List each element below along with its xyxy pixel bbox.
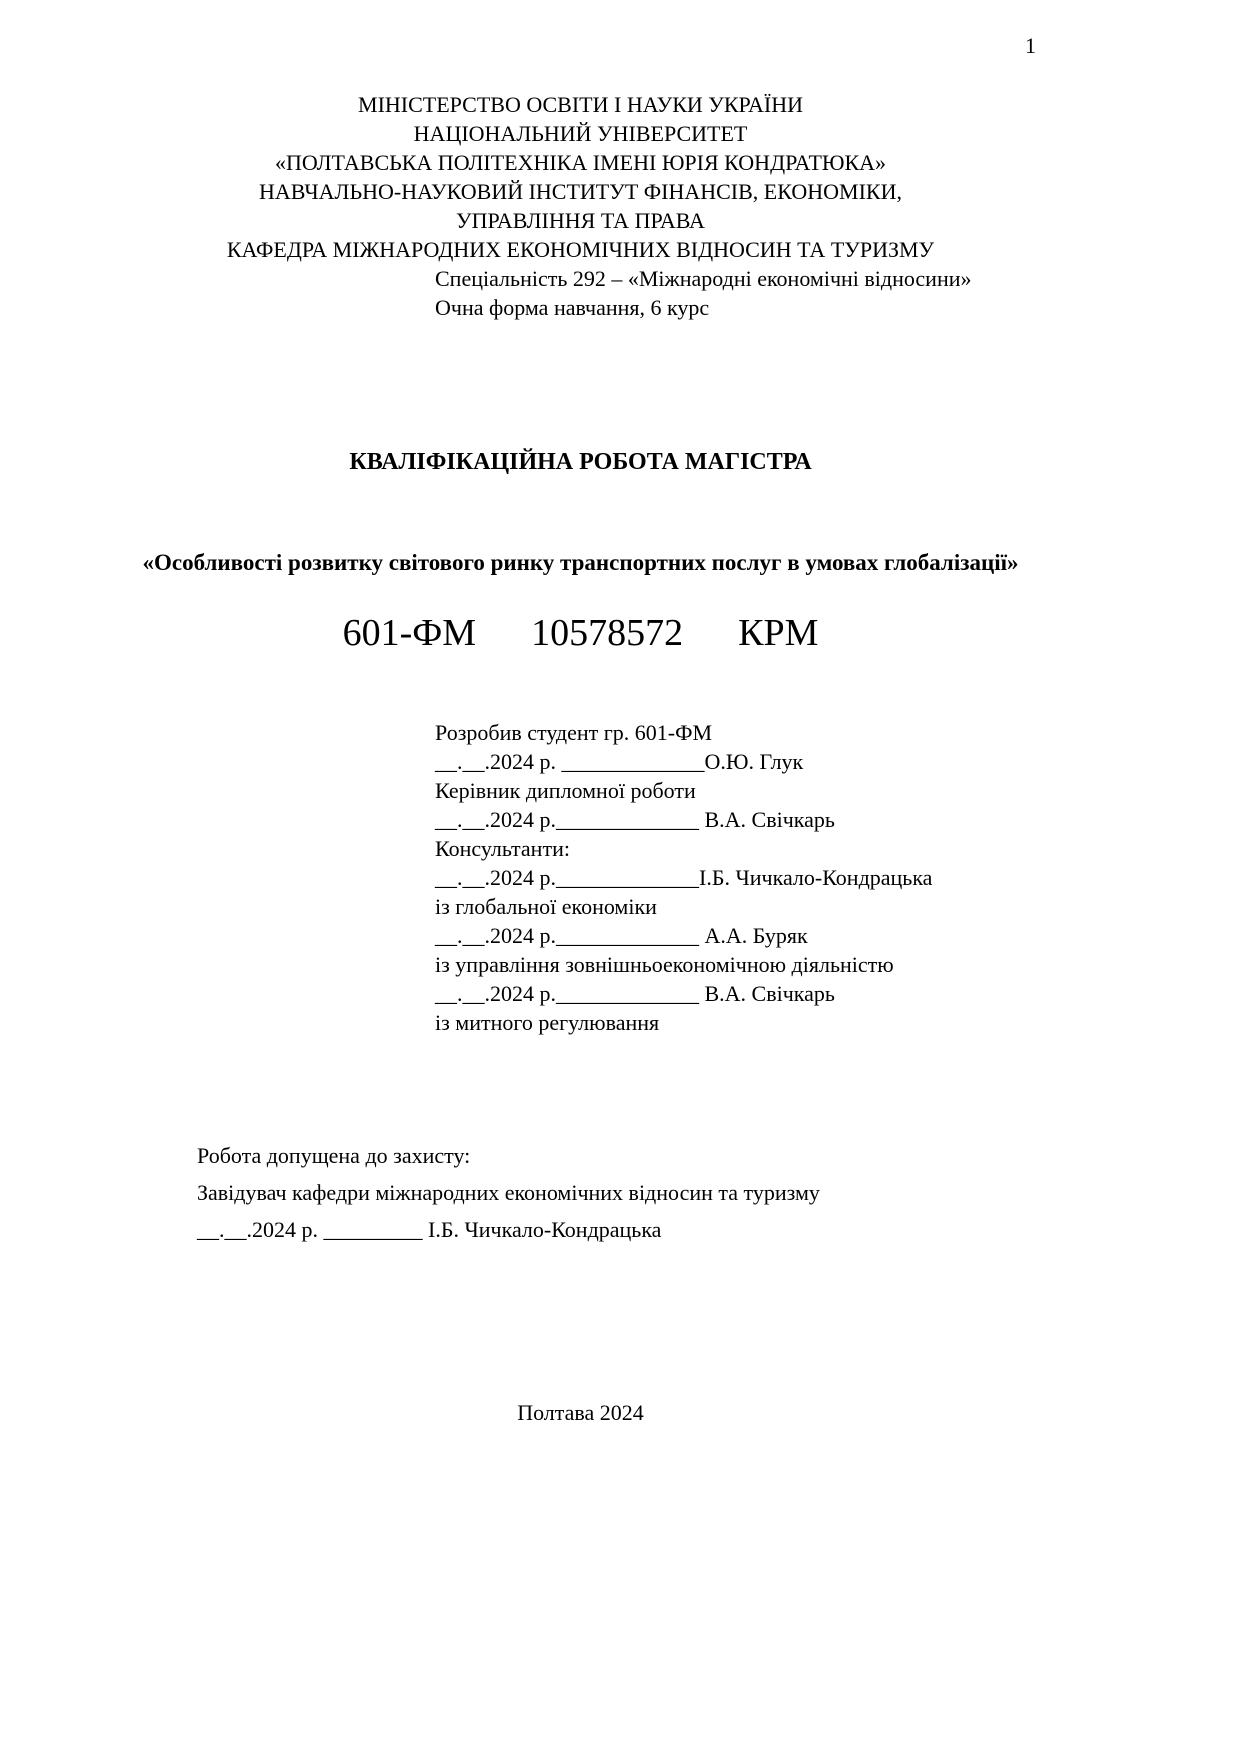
signature-line-developer: Розробив студент гр. 601-ФМ	[435, 720, 713, 745]
signature-line-consultant3-sign: __.__.2024 р._____________ В.А. Свічкарь	[435, 981, 835, 1006]
admission-sign-line: __.__.2024 р. _________ І.Б. Чичкало-Кондрацька	[197, 1217, 662, 1242]
specialty-line: Спеціальність 292 – «Міжнародні економічні відносини»	[435, 266, 972, 291]
topic-title: «Особливості розвитку світового ринку транспортних послуг в умовах глобалізації»	[142, 550, 1019, 575]
university-line: НАЦІОНАЛЬНИЙ УНІВЕРСИТЕТ	[413, 121, 748, 146]
university-name-line: «ПОЛТАВСЬКА ПОЛІТЕХНІКА ІМЕНІ ЮРІЯ КОНДРАТЮКА»	[274, 150, 887, 175]
document-header	[125, 90, 1036, 322]
admission-head-line: Завідувач кафедри міжнародних економічних відносин та туризму	[197, 1180, 820, 1205]
work-type-code: КРМ	[738, 612, 819, 654]
admission-title-line: Робота допущена до захисту:	[197, 1143, 471, 1168]
signature-line-consultant1-sign: __.__.2024 р._____________І.Б. Чичкало-Кондрацька	[435, 865, 933, 890]
page-number: 1	[1025, 33, 1036, 58]
department-line: КАФЕДРА МІЖНАРОДНИХ ЕКОНОМІЧНИХ ВІДНОСИН ТА ТУРИЗМУ	[226, 237, 935, 262]
work-number: 10578572	[531, 612, 684, 654]
admission-block	[125, 1137, 1036, 1248]
signature-line-consultant2-subject: із управління зовнішньоекономічною діяльністю	[435, 952, 894, 977]
work-type-title: КВАЛІФІКАЦІЙНА РОБОТА МАГІСТРА	[349, 449, 812, 475]
ministry-line: МІНІСТЕРСТВО ОСВІТИ І НАУКИ УКРАЇНИ	[358, 92, 803, 117]
institute-line-2: УПРАВЛІННЯ ТА ПРАВА	[456, 208, 705, 233]
signature-line-consultant1-subject: із глобальної економіки	[435, 894, 657, 919]
signature-line-supervisor-sign: __.__.2024 р._____________ В.А. Свічкарь	[435, 807, 835, 832]
signature-block	[125, 718, 1036, 1037]
study-form-line: Очна форма навчання, 6 курс	[435, 295, 710, 320]
footer-city-year: Полтава 2024	[517, 1400, 644, 1425]
signature-line-consultants: Консультанти:	[435, 836, 570, 861]
code-line	[125, 610, 1036, 656]
signature-line-supervisor: Керівник дипломної роботи	[435, 778, 696, 803]
group-code: 601-ФМ	[342, 612, 477, 654]
signature-line-consultant3-subject: із митного регулювання	[435, 1010, 660, 1035]
signature-line-developer-sign: __.__.2024 р. _____________О.Ю. Глук	[435, 749, 804, 774]
institute-line-1: НАВЧАЛЬНО-НАУКОВИЙ ІНСТИТУТ ФІНАНСІВ, ЕКОНОМІКИ,	[259, 179, 902, 204]
signature-line-consultant2-sign: __.__.2024 р._____________ А.А. Буряк	[435, 923, 808, 948]
